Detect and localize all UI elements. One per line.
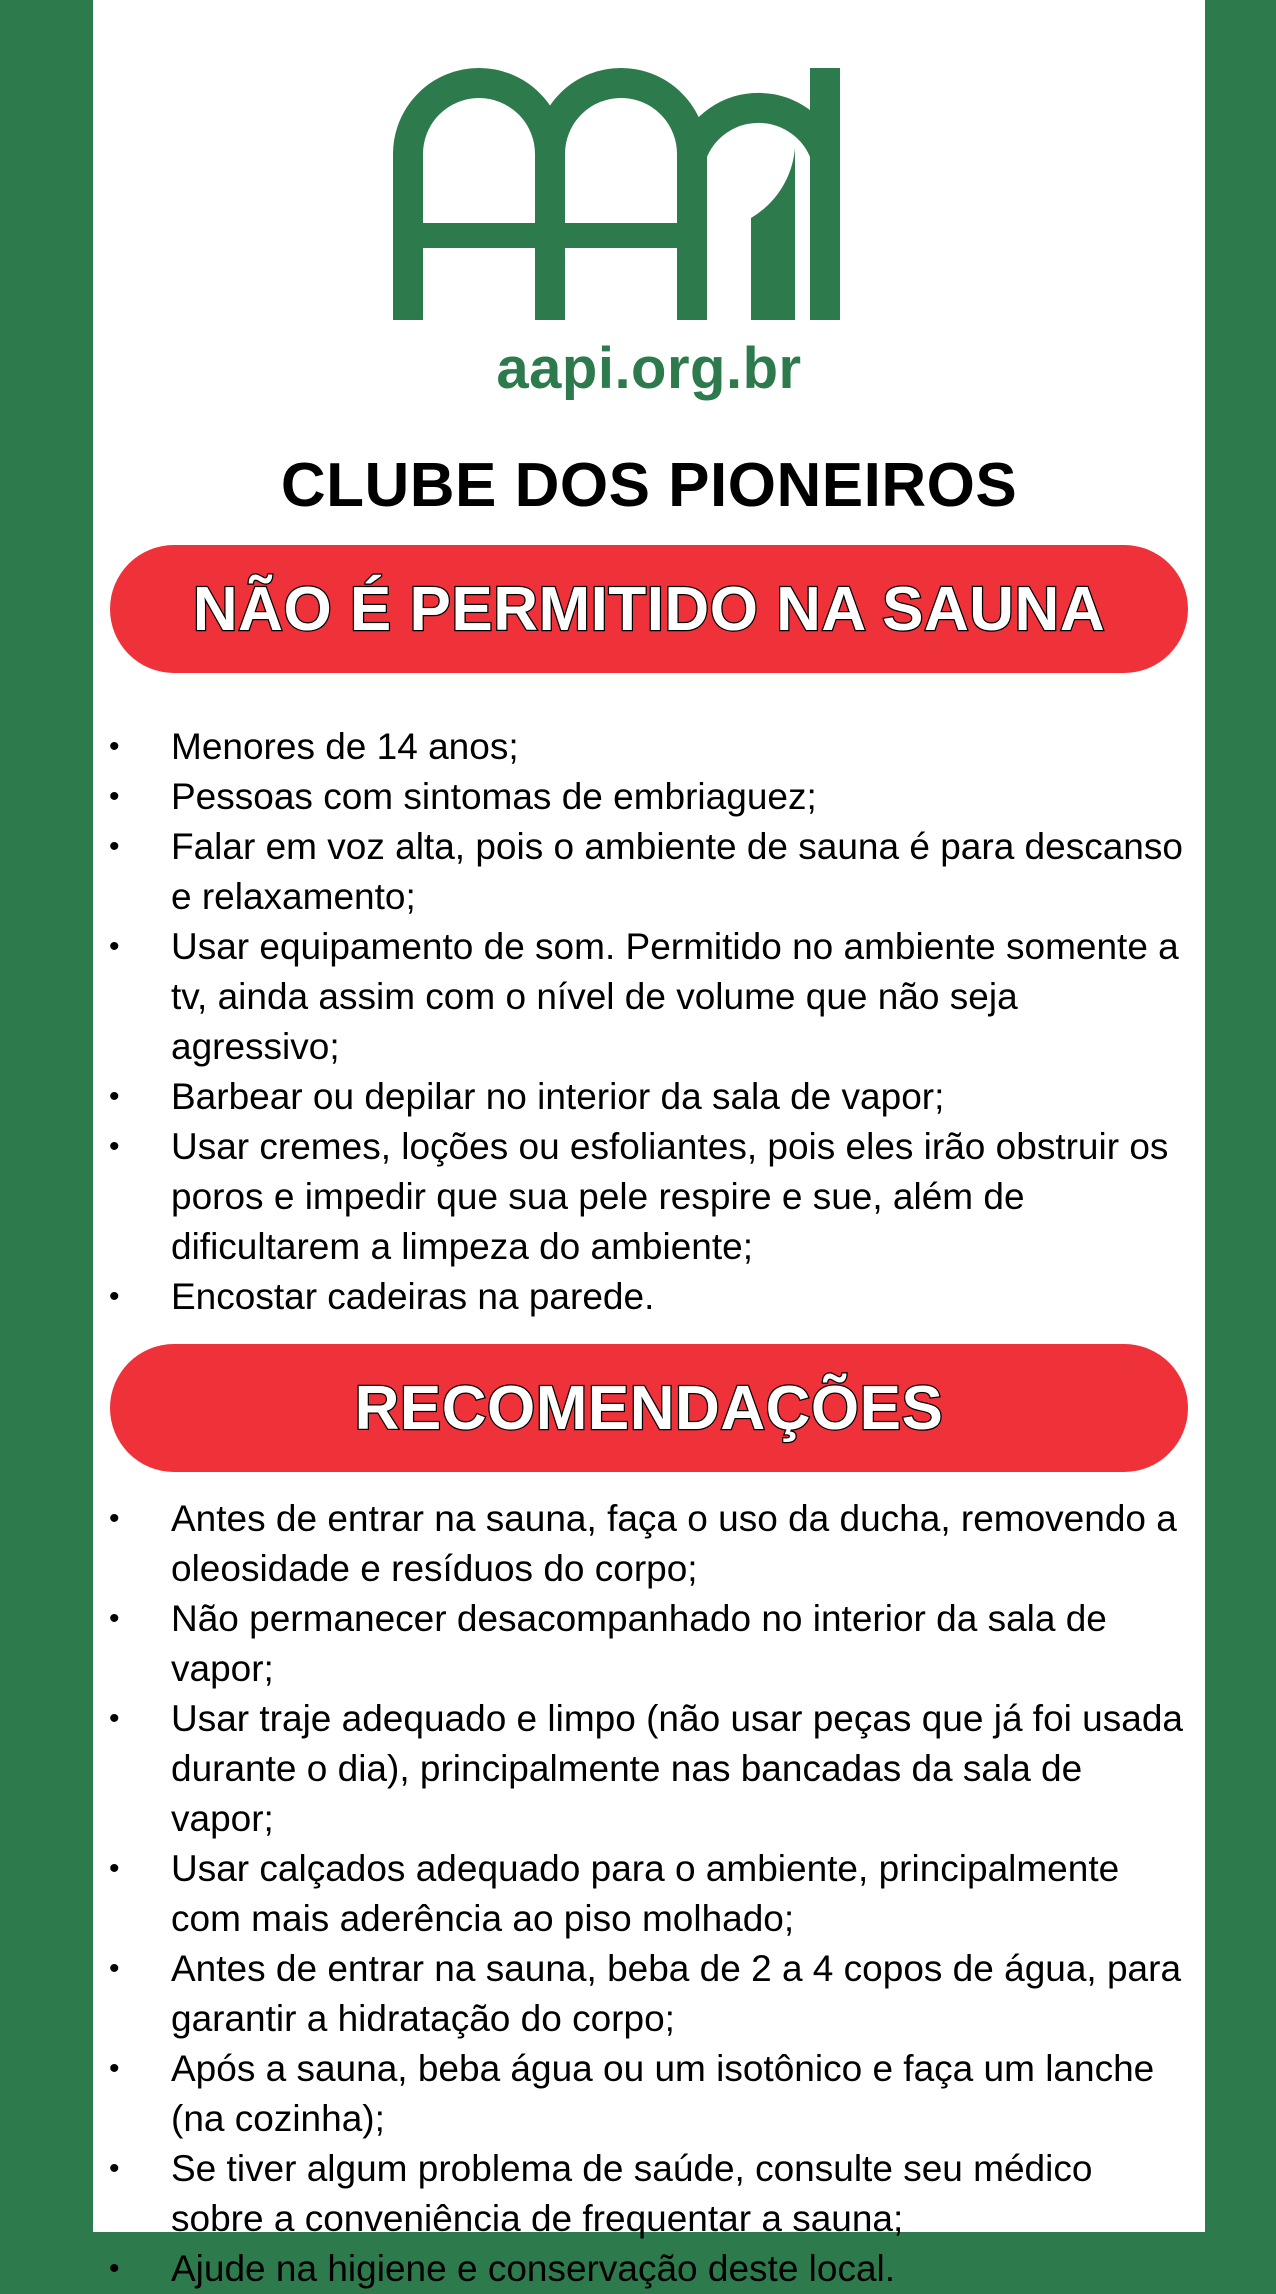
not-allowed-title: NÃO É PERMITIDO NA SAUNA xyxy=(192,574,1106,644)
list-item: • Usar traje adequado e limpo (não usar peças que já foi usada durante o dia), principalmente nas bancadas da sala de vapor; xyxy=(93,1694,1205,1844)
list-item: • Ajude na higiene e conservação deste local. xyxy=(93,2244,1205,2294)
list-item: • Antes de entrar na sauna, beba de 2 a 4 copos de água, para garantir a hidratação do corpo; xyxy=(93,1944,1205,2044)
list-item: • Usar cremes, loções ou esfoliantes, pois eles irão obstruir os poros e impedir que sua pele respire e sue, além de dificultarem a limpeza do ambiente; xyxy=(93,1122,1205,1272)
list-item: • Após a sauna, beba água ou um isotônico e faça um lanche (na cozinha); xyxy=(93,2044,1205,2144)
list-item: • Usar equipamento de som. Permitido no ambiente somente a tv, ainda assim com o nível de volume que não seja agressivo; xyxy=(93,922,1205,1072)
aapi-logo-icon xyxy=(393,68,840,320)
site-url: aapi.org.br xyxy=(496,336,802,401)
poster xyxy=(93,0,1205,2289)
club-title: CLUBE DOS PIONEIROS xyxy=(280,451,1018,520)
list-item: • Barbear ou depilar no interior da sala de vapor; xyxy=(93,1072,1205,1122)
list-item: • Não permanecer desacompanhado no interior da sala de vapor; xyxy=(93,1594,1205,1694)
recommendations-list xyxy=(93,1494,1205,2294)
not-allowed-banner xyxy=(110,545,1188,673)
list-item: • Usar calçados adequado para o ambiente, principalmente com mais aderência ao piso molhado; xyxy=(93,1844,1205,1944)
list-item: • Menores de 14 anos; xyxy=(93,722,1205,772)
list-item: • Pessoas com sintomas de embriaguez; xyxy=(93,772,1205,822)
not-allowed-list xyxy=(93,722,1205,1322)
list-item: • Encostar cadeiras na parede. xyxy=(93,1272,1205,1322)
recommendations-banner xyxy=(110,1344,1188,1472)
list-item: • Falar em voz alta, pois o ambiente de sauna é para descanso e relaxamento; xyxy=(93,822,1205,922)
recommendations-title: RECOMENDAÇÕES xyxy=(354,1373,944,1443)
list-item: • Se tiver algum problema de saúde, consulte seu médico sobre a conveniência de frequentar a sauna; xyxy=(93,2144,1205,2244)
list-item: • Antes de entrar na sauna, faça o uso da ducha, removendo a oleosidade e resíduos do corpo; xyxy=(93,1494,1205,1594)
